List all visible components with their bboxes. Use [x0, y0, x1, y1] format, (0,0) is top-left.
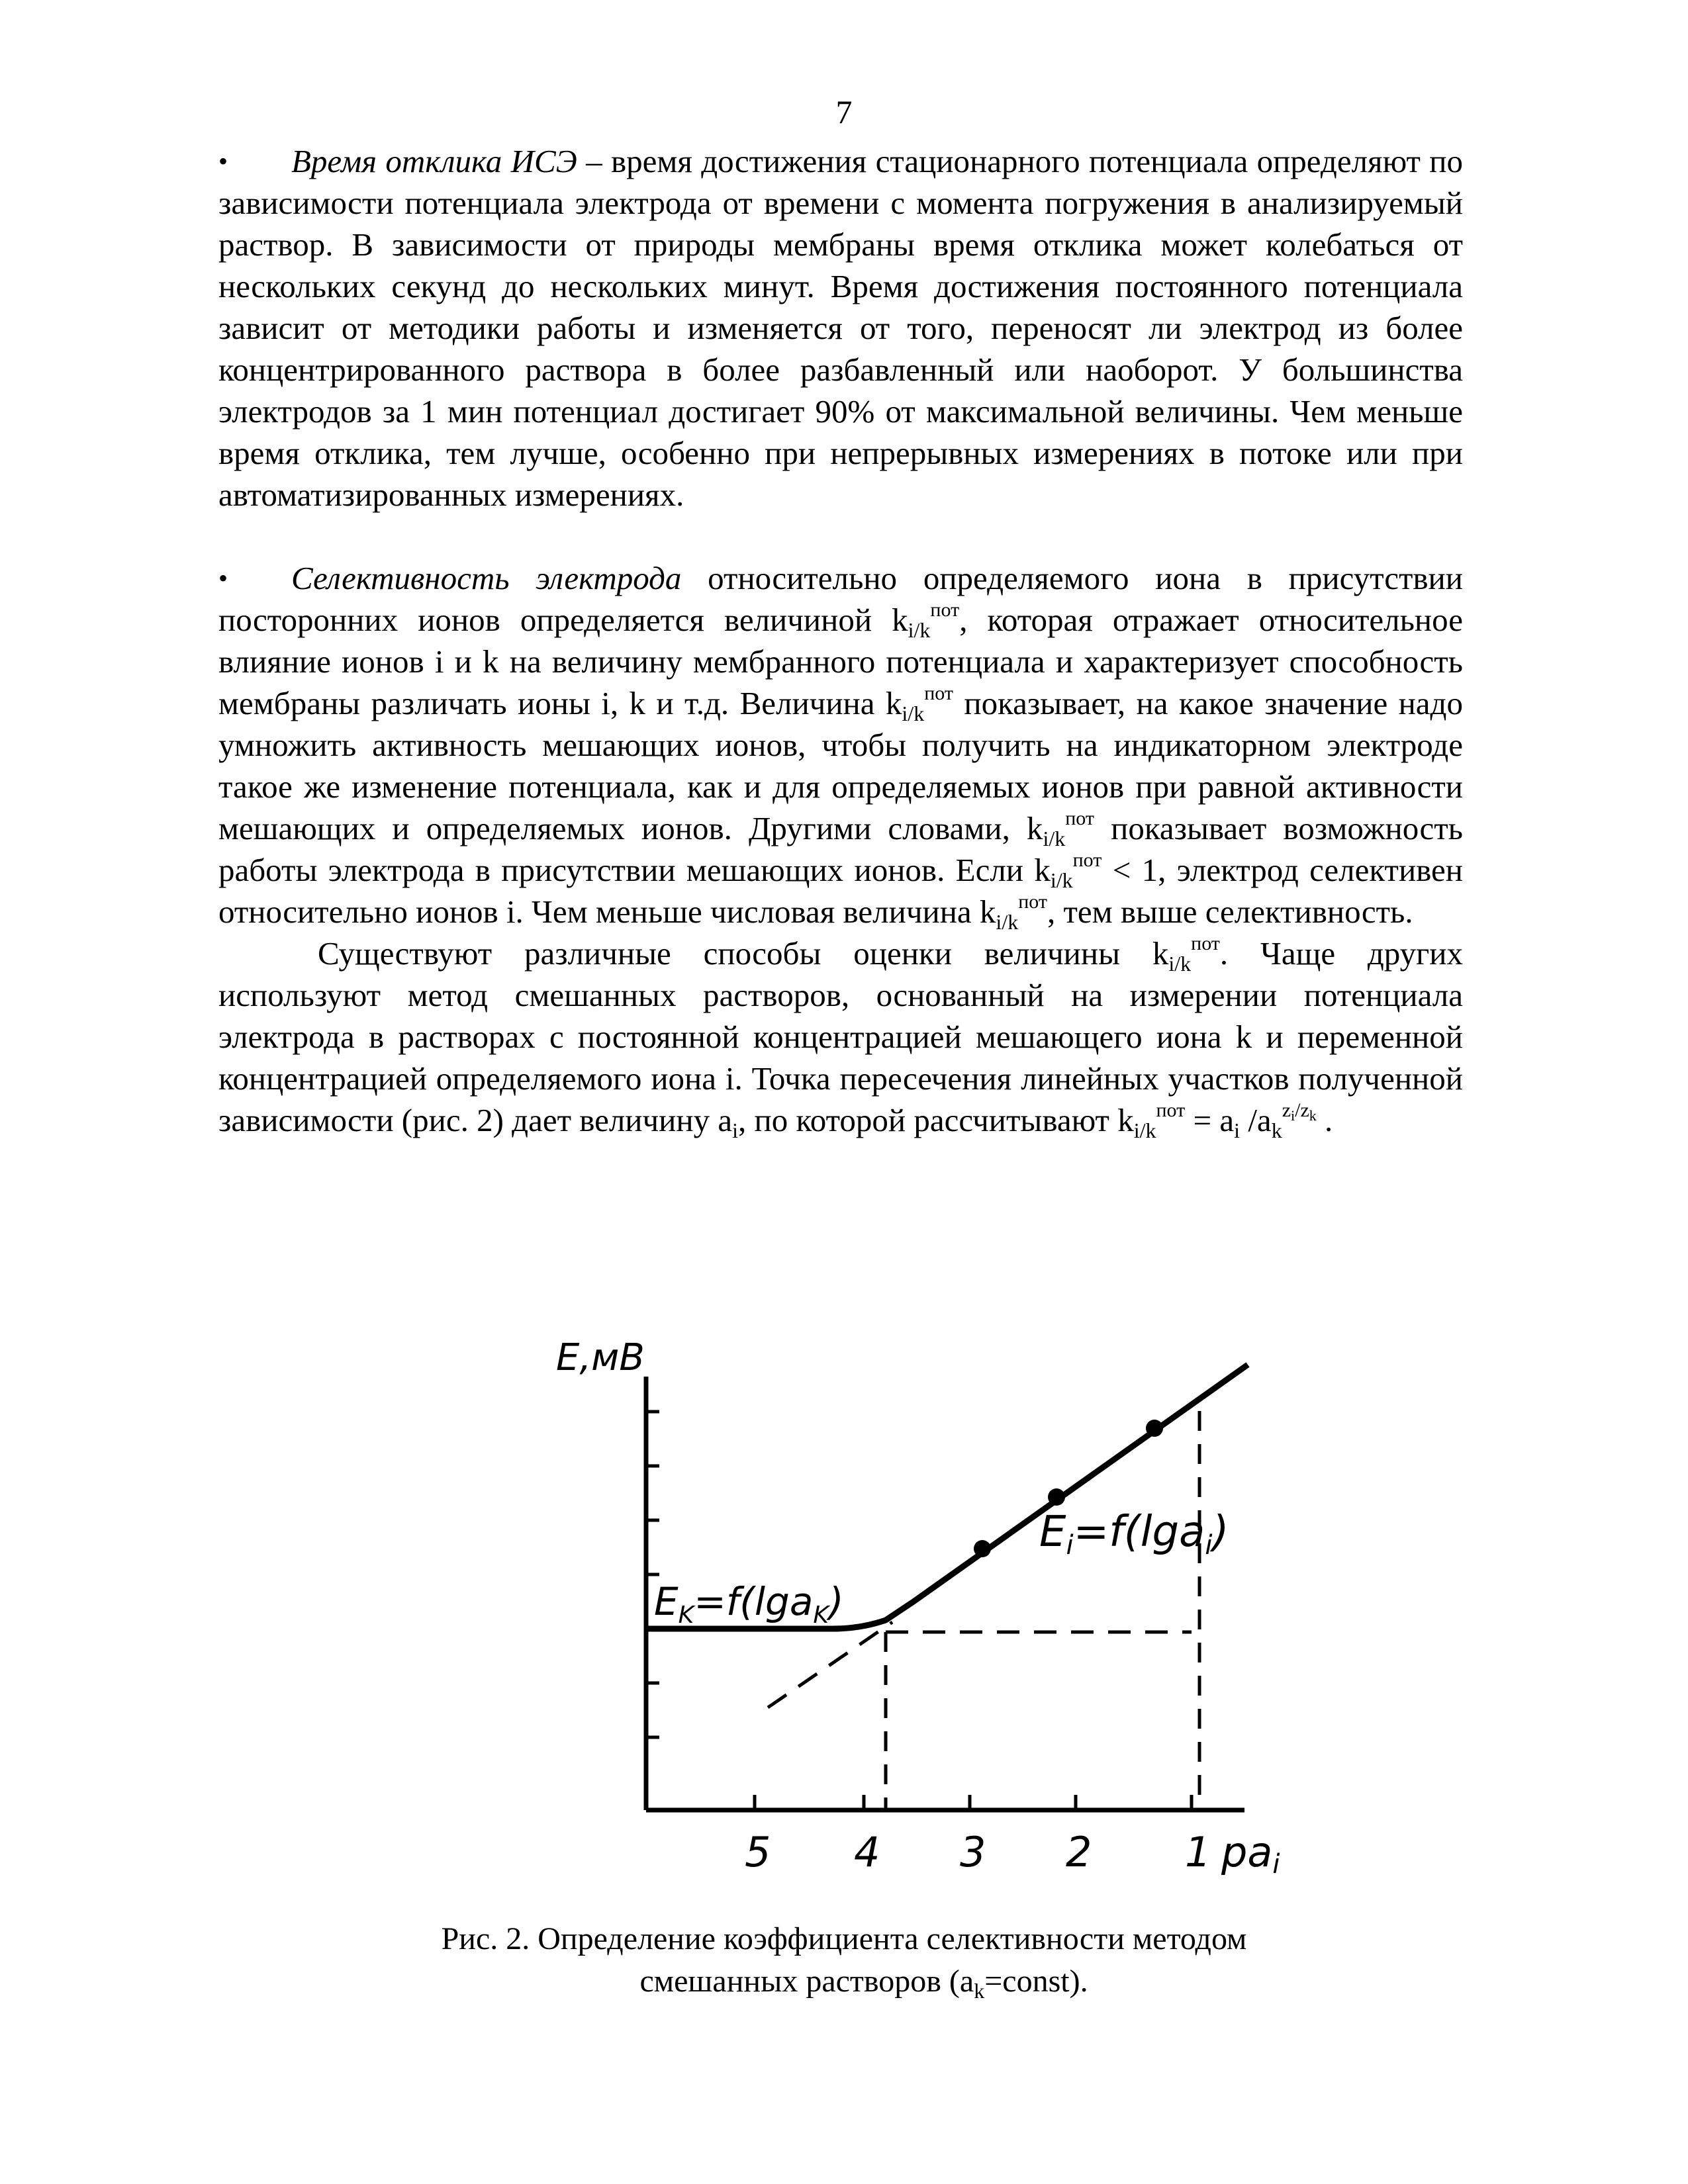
text-run: /a [1240, 1102, 1272, 1138]
caption-subscript: k [974, 1979, 985, 2003]
caption-line-2 [0, 1960, 1688, 2003]
body-text [218, 140, 1463, 516]
text-run: < 1, электрод селективен относительно ионов i. Чем меньше числовая величина k [218, 852, 1464, 930]
data-point [974, 1540, 991, 1557]
superscript: пот [930, 599, 960, 621]
text-run: относительно определяемого иона в присутствии посторонних ионов определяется величиной k [218, 560, 1463, 638]
bullet-icon: • [218, 146, 228, 176]
caption-text: =const). [984, 1964, 1088, 1999]
text-run: , которая отражает относительное влияние ионов i и k на величину мембранного потенциала и характеризует способность мембраны различать ионы i, k и т.д. Величина k [218, 602, 1463, 721]
body-text-2 [218, 557, 1463, 1141]
x-tick-label: 2 [1066, 1828, 1092, 1876]
paragraph-methods [218, 933, 1463, 1141]
superscript: пот [1072, 849, 1102, 871]
superscript: пот [1191, 933, 1220, 954]
data-point [1048, 1488, 1065, 1506]
subscript: i/k [902, 702, 925, 725]
paragraph-selectivity [218, 557, 1463, 933]
y-axis-label: E,мВ [556, 1336, 645, 1379]
subscript: i/k [1133, 1118, 1156, 1142]
exp-sub: k [1309, 1107, 1317, 1124]
superscript: пот [924, 682, 953, 704]
exp-z: z [1282, 1099, 1291, 1121]
subscript: i/k [1043, 827, 1066, 850]
subscript: i/k [1050, 868, 1073, 892]
paragraph-text: время достижения стационарного потенциала определяют по зависимости потенциала электрода от времени с момента погружения в анализируемый раствор. В зависимости от природы мембраны время отклика может колебаться от нескольких секунд до нескольких минут. Время достижения постоянного потенциала зависит от методики работы и изменяется от того, переносят ли электрод из более концентрированного раствора в более разбавленный или наоборот. У большинства электродов за 1 мин потенциал достигает 90% от максимальной величины. Чем меньше время отклика, тем лучше, особенно при непрерывных измерениях в потоке или при автоматизированных измерениях. [218, 143, 1464, 513]
text-run: = a [1185, 1102, 1235, 1138]
figure-caption [0, 1918, 1688, 2003]
x-tick-labels [745, 1828, 1211, 1876]
exp-sub: i [1291, 1107, 1295, 1124]
text-run: . Чаще других используют метод смешанных растворов, основанный на измерении потенциала электрода в растворах с постоянной концентрацией мешающего иона k и переменной концентрацией определяемого иона i. Точка пересечения линейных участков полученной зависимости (рис. 2) дает величину a [218, 935, 1463, 1138]
exp-mid: /z [1295, 1099, 1309, 1121]
term-response-time: Время отклика ИСЭ [291, 143, 577, 179]
superscript: пот [1065, 807, 1094, 829]
superscript: пот [1156, 1099, 1186, 1121]
x-axis-label: pai [1221, 1828, 1280, 1880]
text-run: Существуют различные способы оценки величины k [318, 935, 1169, 972]
term-selectivity: Селективность электрода [291, 560, 682, 596]
page-number: 7 [835, 93, 853, 130]
subscript: i [732, 1118, 738, 1142]
subscript: i/k [908, 618, 931, 642]
dash: – [577, 143, 611, 179]
subscript: i/k [1168, 952, 1192, 976]
extrapolation-line [768, 1622, 892, 1707]
caption-line-1: Рис. 2. Определение коэффициента селективности методом [441, 1921, 1247, 1956]
curve-k-label: $E_K=f(\lg a_K)$ [654, 1579, 844, 1629]
text-run: показывает, на какое значение надо умножить активность мешающих ионов, чтобы получить на индикаторном электроде такое же изменение потенциала, как и для определяемых ионов при равной активности мешающих и определяемых ионов. Другими словами, k [218, 685, 1463, 846]
subscript: k [1271, 1118, 1282, 1142]
x-tick-label: 4 [854, 1828, 880, 1876]
figure-selectivity-plot [530, 1324, 1324, 1906]
caption-text: смешанных растворов (a [639, 1964, 974, 1999]
plot-svg [530, 1324, 1324, 1906]
x-tick-label: 5 [745, 1828, 771, 1876]
x-tick-label: 3 [960, 1828, 986, 1876]
text-run: , по которой рассчитывают k [738, 1102, 1134, 1138]
curve-i-label: Ei=f(lgai) [1039, 1508, 1229, 1561]
superscript: пот [1018, 891, 1047, 913]
subscript: i [1234, 1118, 1241, 1142]
x-tick-label: 1 [1185, 1828, 1211, 1876]
formula-exponent [1282, 1099, 1317, 1124]
data-point [1146, 1420, 1163, 1437]
subscript: i/k [996, 910, 1019, 934]
paragraph-response-time [218, 140, 1463, 516]
bullet-icon: • [218, 563, 228, 593]
text-run: показывает возможность работы электрода в присутствии мешающих ионов. Если k [218, 810, 1463, 888]
text-run: , тем выше селективность. [1047, 893, 1413, 930]
text-run: . [1316, 1102, 1333, 1138]
